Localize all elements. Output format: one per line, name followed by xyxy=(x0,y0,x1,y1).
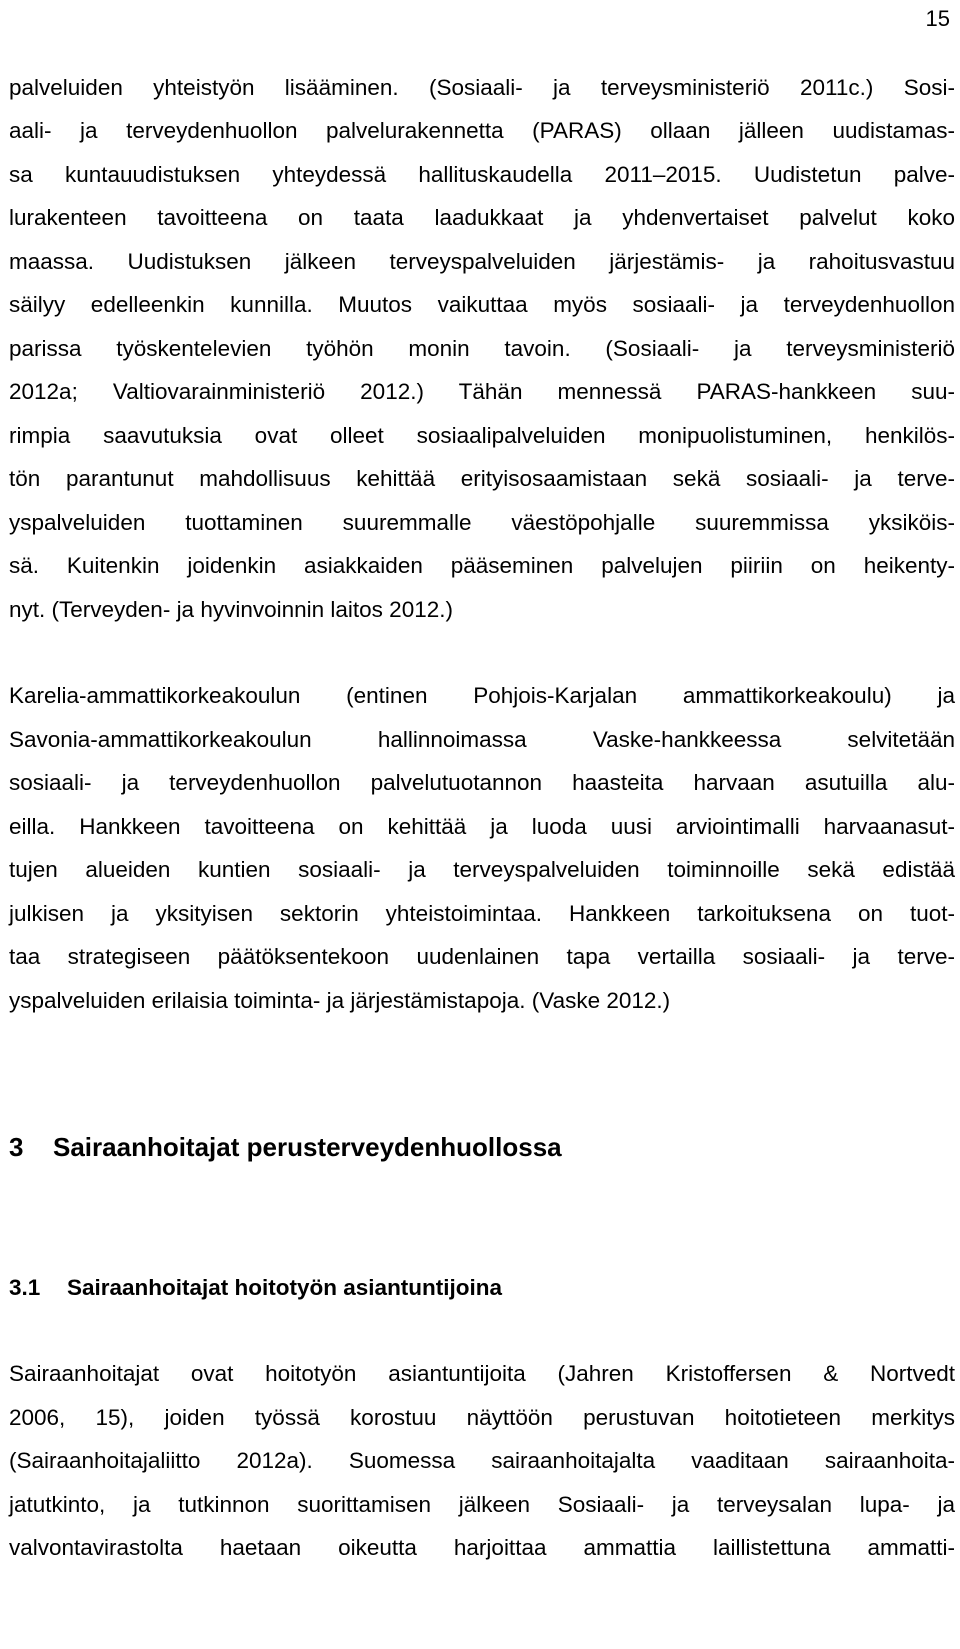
text-line: rimpia saavutuksia ovat olleet sosiaalipalveluiden monipuolistuminen, henkilös- xyxy=(9,423,955,448)
chapter-heading xyxy=(9,1130,562,1164)
text-line: julkisen ja yksityisen sektorin yhteistoimintaa. Hankkeen tarkoituksena on tuot- xyxy=(9,901,955,926)
chapter-title: Sairaanhoitajat perusterveydenhuollossa xyxy=(53,1132,562,1162)
text-line: (Sairaanhoitajaliitto 2012a). Suomessa sairaanhoitajalta vaaditaan sairaanhoita- xyxy=(9,1448,955,1473)
text-line: palveluiden yhteistyön lisääminen. (Sosiaali- ja terveysministeriö 2011c.) Sosi- xyxy=(9,75,955,100)
text-line: valvontavirastolta haetaan oikeutta harjoittaa ammattia laillistettuna ammatti- xyxy=(9,1535,955,1560)
section-title: Sairaanhoitajat hoitotyön asiantuntijoina xyxy=(67,1275,503,1300)
text-line: 2012a; Valtiovarainministeriö 2012.) Tähän mennessä PARAS-hankkeen suu- xyxy=(9,379,955,404)
text-line: 2006, 15), joiden työssä korostuu näyttöön perustuvan hoitotieteen merkitys xyxy=(9,1405,955,1430)
text-line: tön parantunut mahdollisuus kehittää erityisosaamistaan sekä sosiaali- ja terve- xyxy=(9,466,955,491)
chapter-number: 3 xyxy=(9,1132,24,1162)
text-line: lurakenteen tavoitteena on taata laadukkaat ja yhdenvertaiset palvelut koko xyxy=(9,205,955,230)
text-line: taa strategiseen päätöksentekoon uudenlainen tapa vertailla sosiaali- ja terve- xyxy=(9,944,955,969)
text-line: maassa. Uudistuksen jälkeen terveyspalveluiden järjestämis- ja rahoitusvastuu xyxy=(9,249,955,274)
text-line: aali- ja terveydenhuollon palvelurakennetta (PARAS) ollaan jälleen uudistamas- xyxy=(9,118,955,143)
text-line: Savonia-ammattikorkeakoulun hallinnoimassa Vaske-hankkeessa selvitetään xyxy=(9,727,955,752)
text-line: Sairaanhoitajat ovat hoitotyön asiantuntijoita (Jahren Kristoffersen & Nortvedt xyxy=(9,1361,955,1386)
text-line: sosiaali- ja terveydenhuollon palvelutuotannon haasteita harvaan asutuilla alu- xyxy=(9,770,955,795)
text-line: säilyy edelleenkin kunnilla. Muutos vaikuttaa myös sosiaali- ja terveydenhuollon xyxy=(9,292,955,317)
text-line: sä. Kuitenkin joidenkin asiakkaiden pääseminen palvelujen piiriin on heikenty- xyxy=(9,553,955,578)
text-line: tujen alueiden kuntien sosiaali- ja terveyspalveluiden toiminnoille sekä edistää xyxy=(9,857,955,882)
section-number: 3.1 xyxy=(9,1275,41,1300)
text-line: nyt. (Terveyden- ja hyvinvoinnin laitos 2012.) xyxy=(9,597,453,622)
section-heading xyxy=(9,1273,502,1303)
text-line: sa kuntauudistuksen yhteydessä hallituskaudella 2011–2015. Uudistetun palve- xyxy=(9,162,955,187)
text-line: Karelia-ammattikorkeakoulun (entinen Pohjois-Karjalan ammattikorkeakoulu) ja xyxy=(9,683,955,708)
text-line: parissa työskentelevien työhön monin tavoin. (Sosiaali- ja terveysministeriö xyxy=(9,336,955,361)
text-line: eilla. Hankkeen tavoitteena on kehittää ja luoda uusi arviointimalli harvaanasut- xyxy=(9,814,955,839)
text-line: yspalveluiden tuottaminen suuremmalle väestöpohjalle suuremmissa yksiköis- xyxy=(9,510,955,535)
text-line: yspalveluiden erilaisia toiminta- ja järjestämistapoja. (Vaske 2012.) xyxy=(9,988,671,1013)
page-number: 15 xyxy=(925,6,950,31)
text-line: jatutkinto, ja tutkinnon suorittamisen jälkeen Sosiaali- ja terveysalan lupa- ja xyxy=(9,1492,955,1517)
